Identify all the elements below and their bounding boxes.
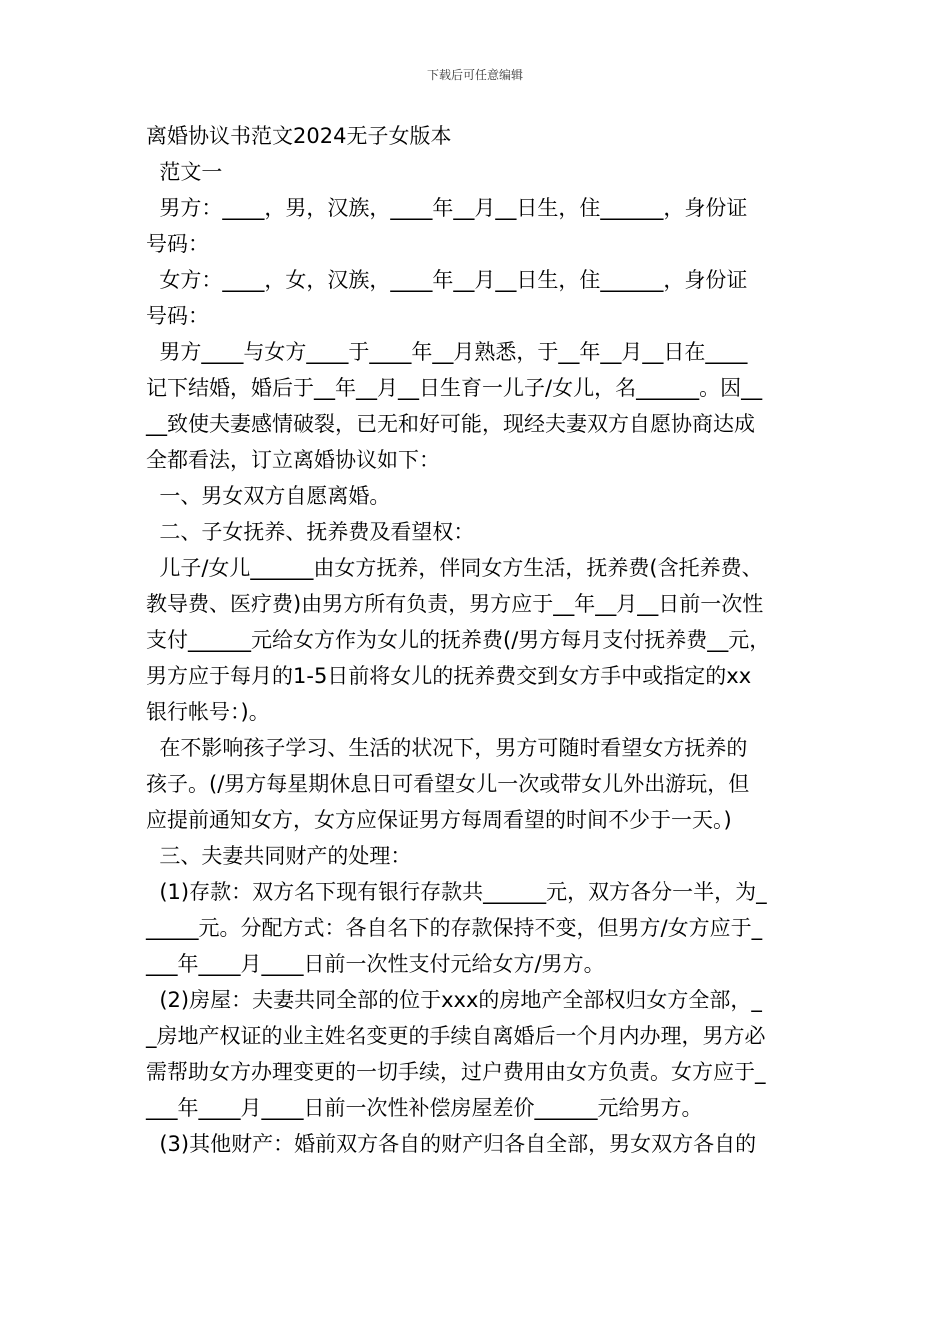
text-line: 号码：	[146, 304, 209, 328]
document-title: 离婚协议书范文2024无子女版本	[146, 124, 452, 148]
text-line: ___年____月____日前一次性补偿房屋差价______元给男方。	[146, 1096, 703, 1120]
text-line: __致使夫妻感情破裂，已无和好可能，现经夫妻双方自愿协商达成	[146, 412, 755, 436]
text-line: 一、男女双方自愿离婚。	[146, 484, 391, 508]
text-line: ___年____月____日前一次性支付元给女方/男方。	[146, 952, 605, 976]
text-line: 男方____与女方____于____年__月熟悉，于__年__月__日在____	[146, 340, 748, 364]
text-line: 女方：____，女，汉族，____年__月__日生，住______，身份证	[146, 268, 748, 292]
text-line: 教导费、医疗费)由男方所有负责，男方应于__年__月__日前一次性	[146, 592, 764, 616]
text-line: 儿子/女儿______由女方抚养，伴同女方生活，抚养费(含托养费、	[146, 556, 763, 580]
text-line: _____元。分配方式：各自名下的存款保持不变，但男方/女方应于_	[146, 916, 763, 940]
text-line: 记下结婚，婚后于__年__月__日生育一儿子/女儿，名______。因__	[146, 376, 763, 400]
text-line: (2)房屋：夫妻共同全部的位于xxx的房地产全部权归女方全部，_	[146, 988, 762, 1012]
text-line: 需帮助女方办理变更的一切手续，过户费用由女方负责。女方应于_	[146, 1060, 766, 1084]
document-body	[146, 118, 810, 1162]
text-line: 银行帐号：)。	[146, 700, 270, 724]
text-line: 男方：____，男，汉族，____年__月__日生，住______，身份证	[146, 196, 748, 220]
text-line: (1)存款：双方名下现有银行存款共______元，双方各分一半，为_	[146, 880, 767, 904]
text-line: (3)其他财产：婚前双方各自的财产归各自全部，男女双方各自的	[146, 1132, 757, 1156]
text-line: 三、夫妻共同财产的处理：	[146, 844, 412, 868]
text-line: 在不影响孩子学习、生活的状况下，男方可随时看望女方抚养的	[146, 736, 748, 760]
text-line: 支付______元给女方作为女儿的抚养费(/男方每月支付抚养费__元，	[146, 628, 771, 652]
text-line: 二、子女抚养、抚养费及看望权：	[146, 520, 475, 544]
text-line: _房地产权证的业主姓名变更的手续自离婚后一个月内办理，男方必	[146, 1024, 766, 1048]
text-line: 孩子。(/男方每星期休息日可看望女儿一次或带女儿外出游玩，但	[146, 772, 750, 796]
text-line: 男方应于每月的1-5日前将女儿的抚养费交到女方手中或指定的xx	[146, 664, 752, 688]
text-line: 应提前通知女方，女方应保证男方每周看望的时间不少于一天。)	[146, 808, 732, 832]
text-line: 号码：	[146, 232, 209, 256]
page-header-note: 下载后可任意编辑	[426, 68, 523, 82]
text-line: 范文一	[146, 160, 223, 184]
text-line: 全都看法，订立离婚协议如下：	[146, 448, 440, 472]
